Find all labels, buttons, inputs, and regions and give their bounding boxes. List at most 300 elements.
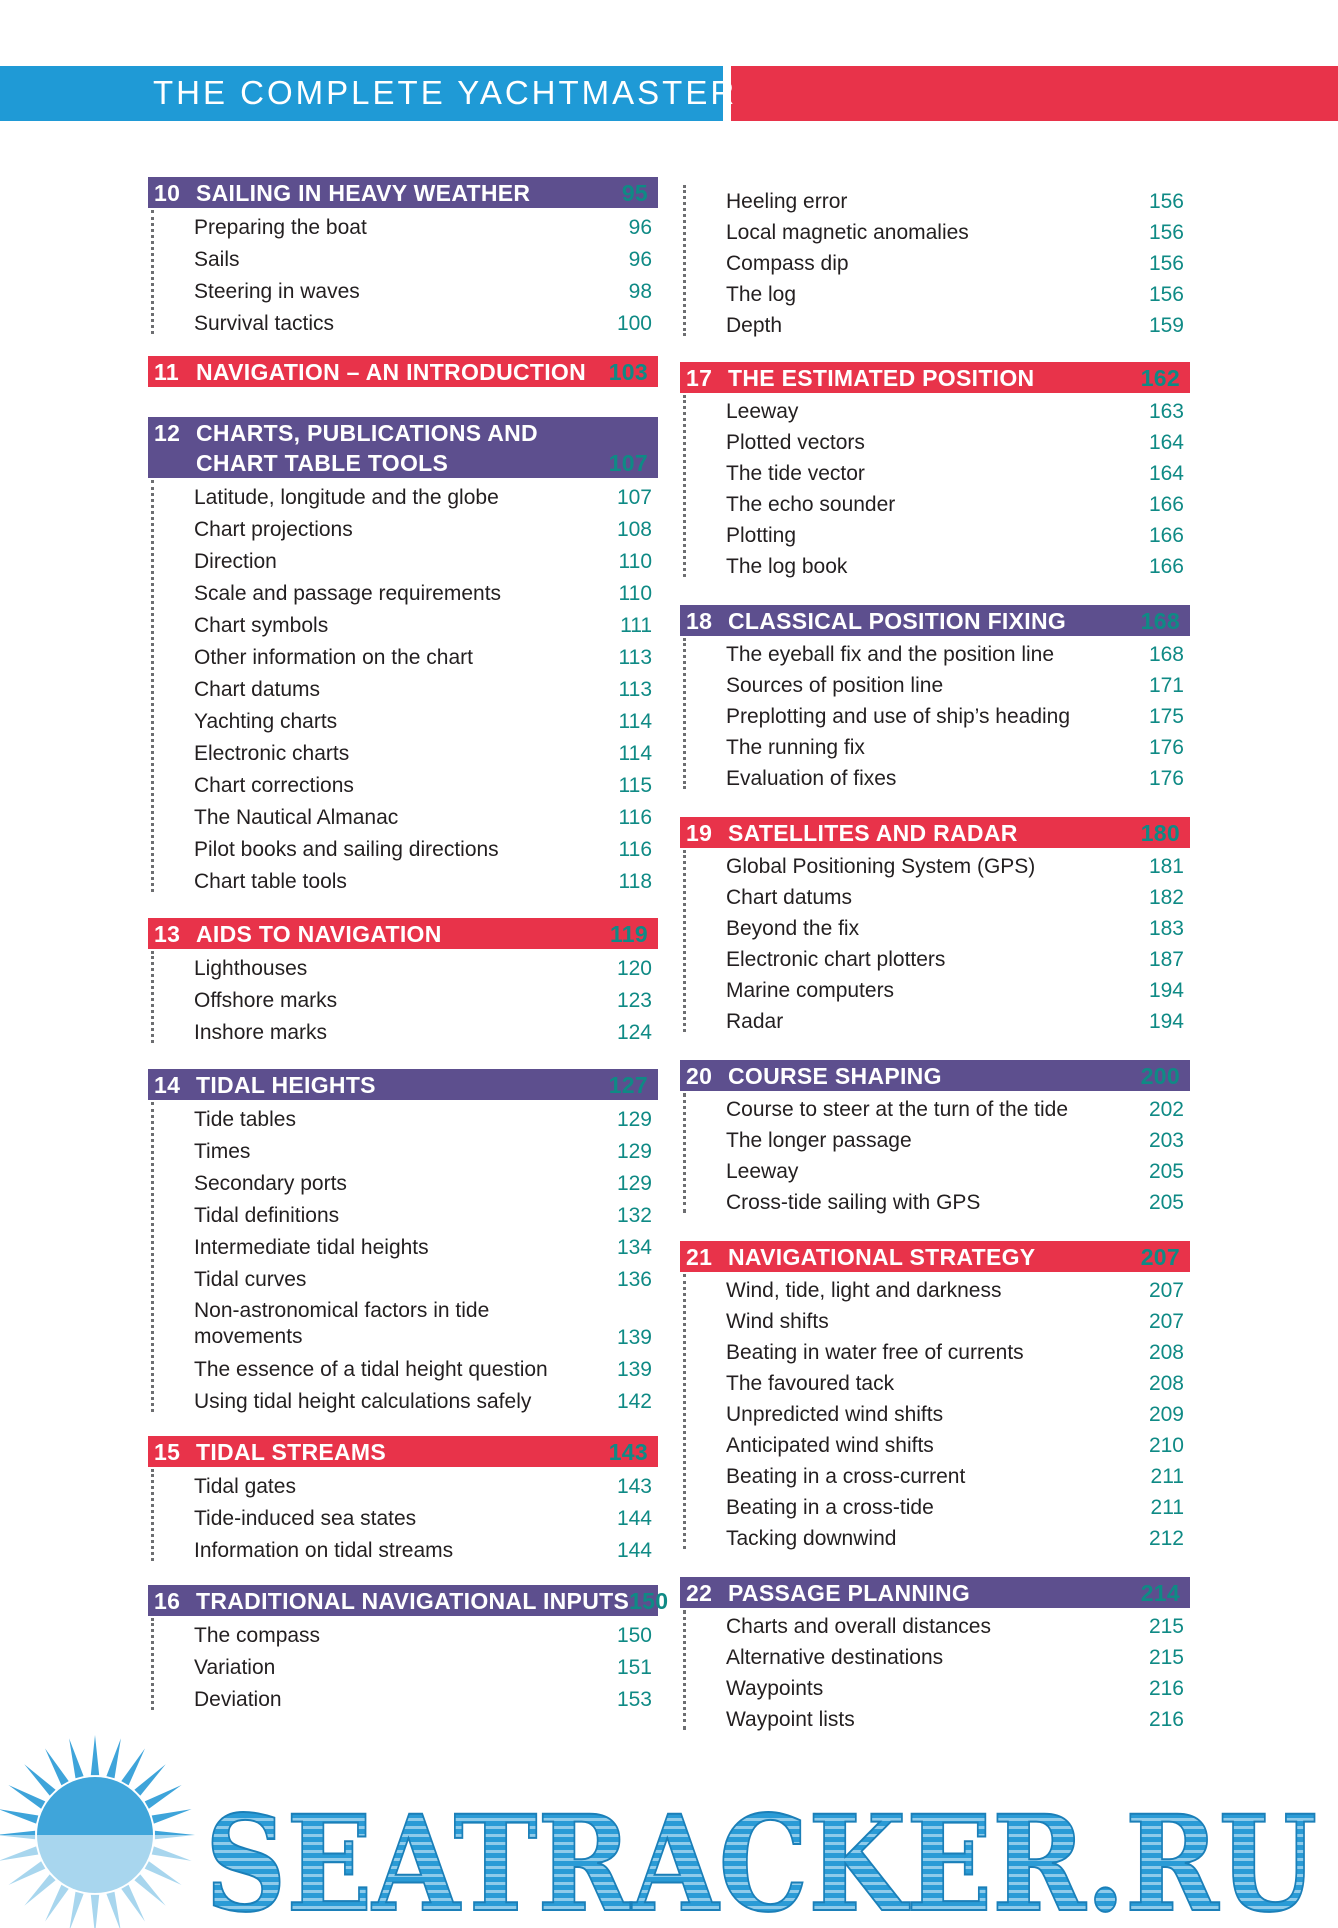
entry-page: 216 bbox=[1148, 1708, 1184, 1731]
section-title: SAILING IN HEAVY WEATHER bbox=[196, 180, 531, 206]
entry-title: Preparing the boat bbox=[194, 216, 367, 239]
toc-entry bbox=[726, 1670, 1190, 1701]
section-14 bbox=[148, 1069, 658, 1414]
toc-entry bbox=[194, 766, 658, 798]
toc-entry bbox=[726, 910, 1190, 941]
toc-entry bbox=[194, 862, 658, 894]
toc-entry bbox=[194, 830, 658, 862]
entry-page: 142 bbox=[616, 1390, 652, 1413]
section-11 bbox=[148, 356, 658, 387]
entry-title: Beating in a cross-tide bbox=[726, 1496, 934, 1519]
entry-page: 118 bbox=[618, 870, 652, 893]
sun-ray bbox=[121, 1748, 145, 1785]
entry-title: Variation bbox=[194, 1656, 276, 1679]
entry-page: 144 bbox=[616, 1507, 652, 1530]
toc-entry bbox=[194, 542, 658, 574]
entry-page: 151 bbox=[616, 1656, 652, 1679]
toc-entry bbox=[194, 1499, 658, 1531]
entry-list bbox=[680, 1091, 1190, 1215]
entry-page: 139 bbox=[616, 1358, 652, 1381]
entry-page: 159 bbox=[1148, 314, 1184, 337]
section-12 bbox=[148, 417, 658, 894]
toc-entry bbox=[726, 729, 1190, 760]
entry-title: Sails bbox=[194, 248, 240, 271]
entry-title: Wind, tide, light and darkness bbox=[726, 1279, 1002, 1302]
section-header bbox=[148, 1585, 669, 1616]
toc-entry bbox=[194, 638, 658, 670]
toc-entry bbox=[726, 424, 1190, 455]
toc-entry bbox=[726, 183, 1190, 214]
entry-page: 194 bbox=[1148, 979, 1184, 1002]
section-page: 143 bbox=[608, 1439, 648, 1465]
section-title: TRADITIONAL NAVIGATIONAL INPUTS bbox=[196, 1588, 630, 1614]
entry-page: 183 bbox=[1148, 917, 1184, 940]
section-number: 13 bbox=[154, 921, 181, 947]
entry-page: 144 bbox=[616, 1539, 652, 1562]
entry-title: Non-astronomical factors in tide movements bbox=[194, 1299, 490, 1348]
entry-page: 153 bbox=[616, 1688, 652, 1711]
entry-page: 132 bbox=[616, 1204, 652, 1227]
toc-entry bbox=[194, 240, 658, 272]
entry-list bbox=[680, 848, 1190, 1034]
toc-entry bbox=[726, 1334, 1190, 1365]
entry-title: The Nautical Almanac bbox=[194, 806, 399, 829]
entry-page: 208 bbox=[1148, 1372, 1184, 1395]
entry-title: Depth bbox=[726, 314, 783, 337]
entry-title: Secondary ports bbox=[194, 1172, 347, 1195]
toc-entry bbox=[194, 1100, 658, 1132]
toc-entry bbox=[194, 949, 658, 981]
entry-title: Charts and overall distances bbox=[726, 1615, 991, 1638]
entry-title: Beating in water free of currents bbox=[726, 1341, 1024, 1364]
toc-entry bbox=[726, 1091, 1190, 1122]
toc-entry bbox=[726, 548, 1190, 579]
entry-title: Unpredicted wind shifts bbox=[726, 1403, 944, 1426]
entry-title: Course to steer at the turn of the tide bbox=[726, 1098, 1069, 1121]
toc-entry bbox=[726, 1272, 1190, 1303]
toc-entry bbox=[194, 1467, 658, 1499]
entry-page: 111 bbox=[620, 614, 652, 637]
entry-page: 139 bbox=[616, 1326, 652, 1349]
entry-page: 113 bbox=[618, 646, 652, 669]
toc-entry bbox=[726, 1396, 1190, 1427]
section-number: 18 bbox=[686, 608, 713, 634]
toc-entry bbox=[726, 698, 1190, 729]
entry-page: 203 bbox=[1148, 1129, 1184, 1152]
entry-page: 108 bbox=[616, 518, 652, 541]
entry-title: The tide vector bbox=[726, 462, 865, 485]
section-header bbox=[148, 177, 658, 208]
entry-title: Heeling error bbox=[726, 190, 848, 213]
entry-page: 124 bbox=[616, 1021, 652, 1044]
toc-entry bbox=[194, 478, 658, 510]
toc-entry bbox=[194, 1531, 658, 1563]
section-18 bbox=[680, 605, 1190, 791]
entry-title: Chart corrections bbox=[194, 774, 354, 797]
entry-title: Electronic chart plotters bbox=[726, 948, 946, 971]
toc-entry bbox=[194, 1292, 658, 1350]
section-page: 180 bbox=[1140, 820, 1180, 846]
entry-title: Preplotting and use of ship’s heading bbox=[726, 705, 1071, 728]
entry-list bbox=[148, 1616, 658, 1712]
entry-list bbox=[680, 636, 1190, 791]
toc-entry bbox=[726, 1153, 1190, 1184]
toc-entry bbox=[726, 245, 1190, 276]
entry-page: 136 bbox=[616, 1268, 652, 1291]
toc-entry bbox=[726, 276, 1190, 307]
section-header bbox=[680, 605, 1190, 636]
entry-page: 129 bbox=[616, 1140, 652, 1163]
sun-ray bbox=[45, 1748, 69, 1785]
entry-title: Other information on the chart bbox=[194, 646, 473, 669]
entry-title: The essence of a tidal height question bbox=[194, 1358, 548, 1381]
section-title: CLASSICAL POSITION FIXING bbox=[728, 608, 1067, 634]
section-number: 20 bbox=[686, 1063, 713, 1089]
entry-title: Compass dip bbox=[726, 252, 849, 275]
section-17 bbox=[680, 362, 1190, 579]
toc-entry bbox=[194, 1616, 658, 1648]
toc-entry bbox=[194, 272, 658, 304]
entry-page: 110 bbox=[618, 550, 652, 573]
section-title: NAVIGATIONAL STRATEGY bbox=[728, 1244, 1036, 1270]
entry-title: The log bbox=[726, 283, 797, 306]
entry-title: The log book bbox=[726, 555, 848, 578]
section-header bbox=[148, 356, 658, 387]
section-page: 200 bbox=[1140, 1063, 1180, 1089]
entry-title: Chart datums bbox=[194, 678, 321, 701]
toc-entry bbox=[194, 702, 658, 734]
entry-page: 194 bbox=[1148, 1010, 1184, 1033]
sun-ray bbox=[69, 1738, 84, 1778]
entry-page: 116 bbox=[618, 838, 652, 861]
entry-title: Yachting charts bbox=[194, 710, 338, 733]
toc-entry bbox=[726, 1458, 1190, 1489]
entry-title: Local magnetic anomalies bbox=[726, 221, 969, 244]
entry-title: Direction bbox=[194, 550, 277, 573]
section-header bbox=[680, 817, 1190, 848]
section-page: 103 bbox=[608, 359, 648, 385]
toc-entry bbox=[194, 1164, 658, 1196]
toc-entry bbox=[726, 848, 1190, 879]
toc-entry bbox=[726, 214, 1190, 245]
toc-entry bbox=[194, 1648, 658, 1680]
section-number: 19 bbox=[686, 820, 713, 846]
entry-title: Plotted vectors bbox=[726, 431, 865, 454]
entry-title: Information on tidal streams bbox=[194, 1539, 454, 1562]
sun-ray bbox=[0, 1809, 38, 1824]
section-title: SATELLITES AND RADAR bbox=[728, 820, 1018, 846]
sun-ray bbox=[152, 1809, 192, 1824]
section-header bbox=[680, 1577, 1190, 1608]
section-number: 11 bbox=[154, 359, 179, 385]
entry-page: 210 bbox=[1148, 1434, 1184, 1457]
toc-entry bbox=[194, 1013, 658, 1045]
toc-entry bbox=[726, 972, 1190, 1003]
entry-list bbox=[148, 208, 658, 336]
toc-entry bbox=[726, 517, 1190, 548]
toc-entry bbox=[726, 1489, 1190, 1520]
entry-title: Times bbox=[194, 1140, 251, 1163]
toc-entry bbox=[726, 879, 1190, 910]
section-16 bbox=[148, 1585, 669, 1712]
entry-page: 163 bbox=[1148, 400, 1184, 423]
section-page: 162 bbox=[1140, 365, 1180, 391]
toc-entry bbox=[726, 941, 1190, 972]
entry-title: Tide tables bbox=[194, 1108, 296, 1131]
sun-ray bbox=[145, 1785, 182, 1809]
toc-entry bbox=[726, 1003, 1190, 1034]
entry-title: Survival tactics bbox=[194, 312, 335, 335]
toc-entry bbox=[726, 486, 1190, 517]
entry-title: The favoured tack bbox=[726, 1372, 895, 1395]
entry-page: 181 bbox=[1148, 855, 1184, 878]
header-bar-red bbox=[731, 66, 1338, 121]
entry-page: 100 bbox=[616, 312, 652, 335]
section-number: 14 bbox=[154, 1072, 181, 1098]
entry-page: 211 bbox=[1150, 1496, 1184, 1519]
entry-title: Tidal definitions bbox=[194, 1204, 340, 1227]
sun-ray bbox=[91, 1735, 99, 1775]
entry-list bbox=[148, 478, 658, 894]
section-page: 95 bbox=[621, 180, 648, 206]
entry-page: 96 bbox=[628, 216, 652, 239]
entry-title: Deviation bbox=[194, 1688, 282, 1711]
entry-list bbox=[148, 1467, 658, 1563]
toc-entry bbox=[194, 574, 658, 606]
section-20 bbox=[680, 1060, 1190, 1215]
toc-entry bbox=[726, 1608, 1190, 1639]
entry-list bbox=[680, 1608, 1190, 1732]
toc-entry bbox=[726, 1122, 1190, 1153]
entry-title: Scale and passage requirements bbox=[194, 582, 502, 605]
entry-page: 166 bbox=[1148, 555, 1184, 578]
entry-page: 182 bbox=[1148, 886, 1184, 909]
toc-entry bbox=[726, 1639, 1190, 1670]
entry-page: 98 bbox=[628, 280, 652, 303]
section-16-continued bbox=[680, 183, 1190, 338]
section-page: 127 bbox=[608, 1072, 648, 1098]
watermark-text: SEATRACKER.RU bbox=[205, 1787, 1317, 1928]
entry-title: Tide-induced sea states bbox=[194, 1507, 417, 1530]
toc-entry bbox=[726, 760, 1190, 791]
sun-ray bbox=[8, 1785, 45, 1809]
entry-title: Evaluation of fixes bbox=[726, 767, 897, 790]
left-column bbox=[148, 177, 669, 1712]
entry-page: 208 bbox=[1148, 1341, 1184, 1364]
entry-title: Tidal curves bbox=[194, 1268, 307, 1291]
entry-page: 107 bbox=[616, 486, 652, 509]
section-title: THE ESTIMATED POSITION bbox=[728, 365, 1035, 391]
entry-title: Tidal gates bbox=[194, 1475, 296, 1498]
entry-title: Beyond the fix bbox=[726, 917, 860, 940]
entry-title: Pilot books and sailing directions bbox=[194, 838, 499, 861]
entry-title: Anticipated wind shifts bbox=[726, 1434, 934, 1457]
entry-title: Beating in a cross-current bbox=[726, 1465, 966, 1488]
entry-page: 156 bbox=[1148, 190, 1184, 213]
entry-page: 215 bbox=[1148, 1646, 1184, 1669]
section-title: TIDAL HEIGHTS bbox=[196, 1072, 376, 1098]
entry-title: Using tidal height calculations safely bbox=[194, 1390, 532, 1413]
entry-title: Marine computers bbox=[726, 979, 895, 1002]
toc-entry bbox=[726, 1184, 1190, 1215]
entry-page: 134 bbox=[616, 1236, 652, 1259]
entry-page: 207 bbox=[1148, 1310, 1184, 1333]
entry-title: The echo sounder bbox=[726, 493, 896, 516]
sun-logo-icon bbox=[0, 1735, 200, 1928]
section-number: 10 bbox=[154, 180, 181, 206]
entry-title: Global Positioning System (GPS) bbox=[726, 855, 1036, 878]
entry-page: 115 bbox=[618, 774, 652, 797]
entry-page: 176 bbox=[1148, 736, 1184, 759]
entry-title: Tacking downwind bbox=[726, 1527, 897, 1550]
section-page: 168 bbox=[1140, 608, 1180, 634]
entry-page: 164 bbox=[1148, 462, 1184, 485]
entry-page: 207 bbox=[1148, 1279, 1184, 1302]
entry-title: Waypoint lists bbox=[726, 1708, 855, 1731]
toc-entry bbox=[726, 455, 1190, 486]
toc-entry bbox=[194, 734, 658, 766]
section-number: 22 bbox=[686, 1580, 713, 1606]
section-21 bbox=[680, 1241, 1190, 1551]
entry-list bbox=[148, 949, 658, 1045]
section-page: 150 bbox=[629, 1588, 669, 1614]
entry-page: 202 bbox=[1148, 1098, 1184, 1121]
entry-page: 209 bbox=[1148, 1403, 1184, 1426]
entry-page: 116 bbox=[618, 806, 652, 829]
section-page: 107 bbox=[608, 450, 648, 476]
entry-page: 164 bbox=[1148, 431, 1184, 454]
toc-entry bbox=[194, 1382, 658, 1414]
toc-entry bbox=[726, 1303, 1190, 1334]
section-page: 119 bbox=[609, 921, 648, 947]
section-19 bbox=[680, 817, 1190, 1034]
section-header bbox=[148, 417, 658, 478]
entry-page: 176 bbox=[1148, 767, 1184, 790]
book-title: THE COMPLETE YACHTMASTER bbox=[153, 74, 738, 111]
entry-title: Waypoints bbox=[726, 1677, 824, 1700]
toc-entry bbox=[194, 208, 658, 240]
section-title: NAVIGATION – AN INTRODUCTION bbox=[196, 359, 587, 385]
entry-title: Steering in waves bbox=[194, 280, 360, 303]
toc-entry bbox=[194, 670, 658, 702]
entry-title: Chart symbols bbox=[194, 614, 329, 637]
entry-page: 114 bbox=[618, 710, 652, 733]
section-number: 21 bbox=[686, 1244, 713, 1270]
section-title: COURSE SHAPING bbox=[728, 1063, 942, 1089]
entry-title: Alternative destinations bbox=[726, 1646, 944, 1669]
right-column bbox=[680, 183, 1190, 1732]
entry-list bbox=[680, 183, 1190, 338]
toc-entry bbox=[194, 1680, 658, 1712]
entry-page: 156 bbox=[1148, 283, 1184, 306]
toc-entry bbox=[726, 636, 1190, 667]
toc-entry bbox=[726, 667, 1190, 698]
section-10 bbox=[148, 177, 658, 336]
entry-title: Electronic charts bbox=[194, 742, 350, 765]
entry-list bbox=[148, 1100, 658, 1414]
toc-entry bbox=[726, 307, 1190, 338]
toc-entry bbox=[194, 304, 658, 336]
entry-page: 166 bbox=[1148, 493, 1184, 516]
section-header bbox=[148, 918, 658, 949]
toc-entry bbox=[726, 1427, 1190, 1458]
section-15 bbox=[148, 1436, 658, 1563]
entry-list bbox=[680, 393, 1190, 579]
entry-page: 168 bbox=[1148, 643, 1184, 666]
entry-title: Chart datums bbox=[726, 886, 853, 909]
entry-title: The longer passage bbox=[726, 1129, 912, 1152]
entry-page: 205 bbox=[1148, 1191, 1184, 1214]
entry-page: 129 bbox=[616, 1172, 652, 1195]
entry-page: 114 bbox=[618, 742, 652, 765]
section-header bbox=[148, 1069, 658, 1100]
entry-page: 212 bbox=[1148, 1527, 1184, 1550]
sun-ray bbox=[24, 1764, 55, 1795]
entry-title: Chart projections bbox=[194, 518, 353, 541]
entry-title: Cross-tide sailing with GPS bbox=[726, 1191, 981, 1214]
toc-entry bbox=[194, 981, 658, 1013]
entry-title: The eyeball fix and the position line bbox=[726, 643, 1055, 666]
entry-title: Radar bbox=[726, 1010, 784, 1033]
entry-title: Chart table tools bbox=[194, 870, 347, 893]
toc-entry bbox=[194, 510, 658, 542]
entry-page: 175 bbox=[1148, 705, 1184, 728]
entry-page: 205 bbox=[1148, 1160, 1184, 1183]
entry-page: 123 bbox=[616, 989, 652, 1012]
toc-entry bbox=[194, 1350, 658, 1382]
entry-page: 216 bbox=[1148, 1677, 1184, 1700]
entry-page: 113 bbox=[618, 678, 652, 701]
section-title: CHARTS, PUBLICATIONS AND CHART TABLE TOOLS bbox=[196, 420, 538, 476]
entry-title: Sources of position line bbox=[726, 674, 944, 697]
toc-entry bbox=[194, 1260, 658, 1292]
entry-title: The running fix bbox=[726, 736, 865, 759]
entry-page: 215 bbox=[1148, 1615, 1184, 1638]
section-title: TIDAL STREAMS bbox=[196, 1439, 387, 1465]
section-number: 17 bbox=[686, 365, 713, 391]
entry-title: Intermediate tidal heights bbox=[194, 1236, 429, 1259]
entry-title: Latitude, longitude and the globe bbox=[194, 486, 499, 509]
entry-page: 156 bbox=[1148, 252, 1184, 275]
section-header bbox=[680, 362, 1190, 393]
entry-title: Leeway bbox=[726, 1160, 799, 1183]
entry-page: 171 bbox=[1148, 674, 1184, 697]
toc-entry bbox=[194, 1132, 658, 1164]
entry-title: Plotting bbox=[726, 524, 797, 547]
section-header bbox=[148, 1436, 658, 1467]
entry-list bbox=[680, 1272, 1190, 1551]
entry-page: 150 bbox=[616, 1624, 652, 1647]
section-number: 15 bbox=[154, 1439, 181, 1465]
entry-page: 166 bbox=[1148, 524, 1184, 547]
entry-page: 120 bbox=[616, 957, 652, 980]
entry-page: 143 bbox=[616, 1475, 652, 1498]
entry-title: Lighthouses bbox=[194, 957, 308, 980]
entry-page: 110 bbox=[618, 582, 652, 605]
section-page: 207 bbox=[1140, 1244, 1180, 1270]
section-number: 16 bbox=[154, 1588, 181, 1614]
entry-title: Inshore marks bbox=[194, 1021, 328, 1044]
sun-ray bbox=[134, 1764, 165, 1795]
section-13 bbox=[148, 918, 658, 1045]
toc-entry bbox=[726, 393, 1190, 424]
entry-page: 129 bbox=[616, 1108, 652, 1131]
toc-entry bbox=[726, 1365, 1190, 1396]
section-22 bbox=[680, 1577, 1190, 1732]
watermark bbox=[0, 1725, 1338, 1928]
section-title: AIDS TO NAVIGATION bbox=[196, 921, 442, 947]
sun-ray bbox=[106, 1738, 121, 1778]
